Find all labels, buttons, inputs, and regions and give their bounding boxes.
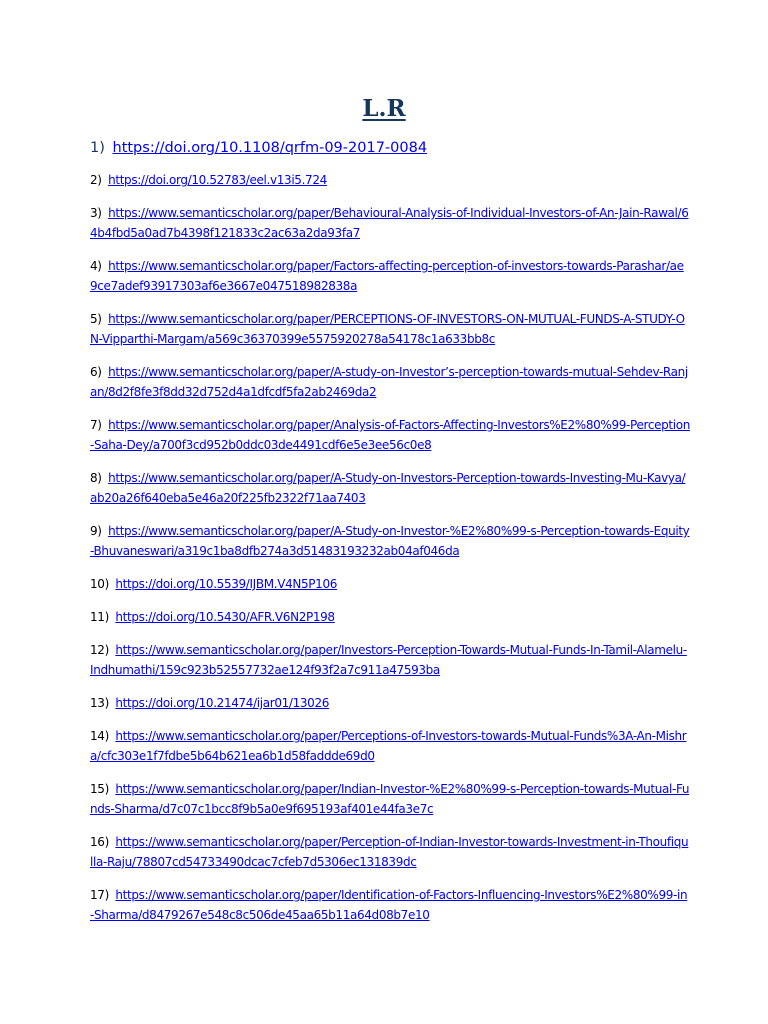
reference-link[interactable]: https://www.semanticscholar.org/paper/PERCEPTIONS-OF-INVESTORS-ON-MUTUAL-FUNDS-A-STUDY-ON-Vipparthi-Margam/a569c36370399e5575920278a54178c1a633bb8c: [90, 312, 685, 346]
reference-number: 3): [90, 206, 102, 220]
reference-item: [90, 779, 690, 819]
reference-item: [90, 415, 690, 455]
reference-link[interactable]: https://doi.org/10.21474/ijar01/13026: [115, 696, 330, 710]
reference-number: 13): [90, 696, 109, 710]
reference-item: [90, 137, 690, 159]
reference-number: 9): [90, 524, 102, 538]
reference-item: [90, 468, 690, 508]
reference-link[interactable]: https://www.semanticscholar.org/paper/A-Study-on-Investors-Perception-towards-Investing-Mu-Kavya/ab20a26f640eba5e46a20f225fb2322f71aa7403: [90, 471, 686, 505]
reference-item: [90, 170, 690, 190]
reference-number: 16): [90, 835, 109, 849]
reference-link[interactable]: https://www.semanticscholar.org/paper/Behavioural-Analysis-of-Individual-Investors-of-An-Jain-Rawal/64b4fbd5a0ad7b4398f121833c2ac63a2da93fa7: [90, 206, 689, 240]
reference-link[interactable]: https://www.semanticscholar.org/paper/Investors-Perception-Towards-Mutual-Funds-In-Tamil-Alamelu-Indhumathi/159c923b52557732ae124f93f2a7c911a47593ba: [90, 643, 687, 677]
reference-link[interactable]: https://doi.org/10.5430/AFR.V6N2P198: [115, 610, 335, 624]
reference-link[interactable]: https://www.semanticscholar.org/paper/Analysis-of-Factors-Affecting-Investors%E2%80%99-Perception-Saha-Dey/a700f3cd952b0ddc03de4491cdf6e5e3ee56c0e8: [90, 418, 690, 452]
reference-link[interactable]: https://www.semanticscholar.org/paper/Factors-affecting-perception-of-investors-towards-Parashar/ae9ce7adef93917303af6e3667e047518982838a: [90, 259, 684, 293]
reference-number: 7): [90, 418, 102, 432]
reference-link[interactable]: https://doi.org/10.1108/qrfm-09-2017-0084: [112, 140, 428, 156]
reference-number: 5): [90, 312, 102, 326]
reference-item: [90, 362, 690, 402]
reference-link[interactable]: https://www.semanticscholar.org/paper/Indian-Investor-%E2%80%99-s-Perception-towards-Mutual-Funds-Sharma/d7c07c1bcc8f9b5a0e9f695193af401e44fa3e7c: [90, 782, 690, 816]
reference-link[interactable]: https://www.semanticscholar.org/paper/Identification-of-Factors-Influencing-Investors%E2%80%99-in-Sharma/d8479267e548c8c506de45aa65b11a64d08b7e10: [90, 888, 688, 922]
reference-item: [90, 607, 690, 627]
reference-number: 8): [90, 471, 102, 485]
reference-number: 4): [90, 259, 102, 273]
reference-link[interactable]: https://www.semanticscholar.org/paper/A-study-on-Investor’s-perception-towards-mutual-Sehdev-Ranjan/8d2f8fe3f8dd32d752d4a1dfcdf5fa2ab2469da2: [90, 365, 688, 399]
reference-number: 17): [90, 888, 109, 902]
reference-link[interactable]: https://www.semanticscholar.org/paper/A-Study-on-Investor-%E2%80%99-s-Perception-towards-Equity-Bhuvaneswari/a319c1ba8dfb274a3d51483193232ab04af046da: [90, 524, 690, 558]
reference-number: 15): [90, 782, 109, 796]
reference-link[interactable]: https://www.semanticscholar.org/paper/Perceptions-of-Investors-towards-Mutual-Funds%3A-An-Mishra/cfc303e1f7fdbe5b64b621ea6b1d58faddde69d0: [90, 729, 687, 763]
reference-item: [90, 203, 690, 243]
page-title: L.R: [362, 95, 406, 122]
reference-number: 10): [90, 577, 109, 591]
reference-number: 6): [90, 365, 102, 379]
reference-link[interactable]: https://www.semanticscholar.org/paper/Perception-of-Indian-Investor-towards-Investment-in-Thoufiqulla-Raju/78807cd54733490dcac7cfeb7d5306ec131839dc: [90, 835, 689, 869]
reference-item: [90, 726, 690, 766]
reference-number: 1): [90, 140, 105, 156]
reference-link[interactable]: https://doi.org/10.5539/IJBM.V4N5P106: [115, 577, 338, 591]
reference-item: [90, 832, 690, 872]
reference-number: 2): [90, 173, 102, 187]
reference-item: [90, 693, 690, 713]
reference-item: [90, 521, 690, 561]
reference-list: [90, 137, 690, 938]
reference-number: 14): [90, 729, 109, 743]
reference-item: [90, 574, 690, 594]
reference-link[interactable]: https://doi.org/10.52783/eel.v13i5.724: [108, 173, 327, 187]
reference-number: 12): [90, 643, 109, 657]
reference-item: [90, 885, 690, 925]
reference-number: 11): [90, 610, 109, 624]
reference-item: [90, 309, 690, 349]
reference-item: [90, 640, 690, 680]
reference-item: [90, 256, 690, 296]
